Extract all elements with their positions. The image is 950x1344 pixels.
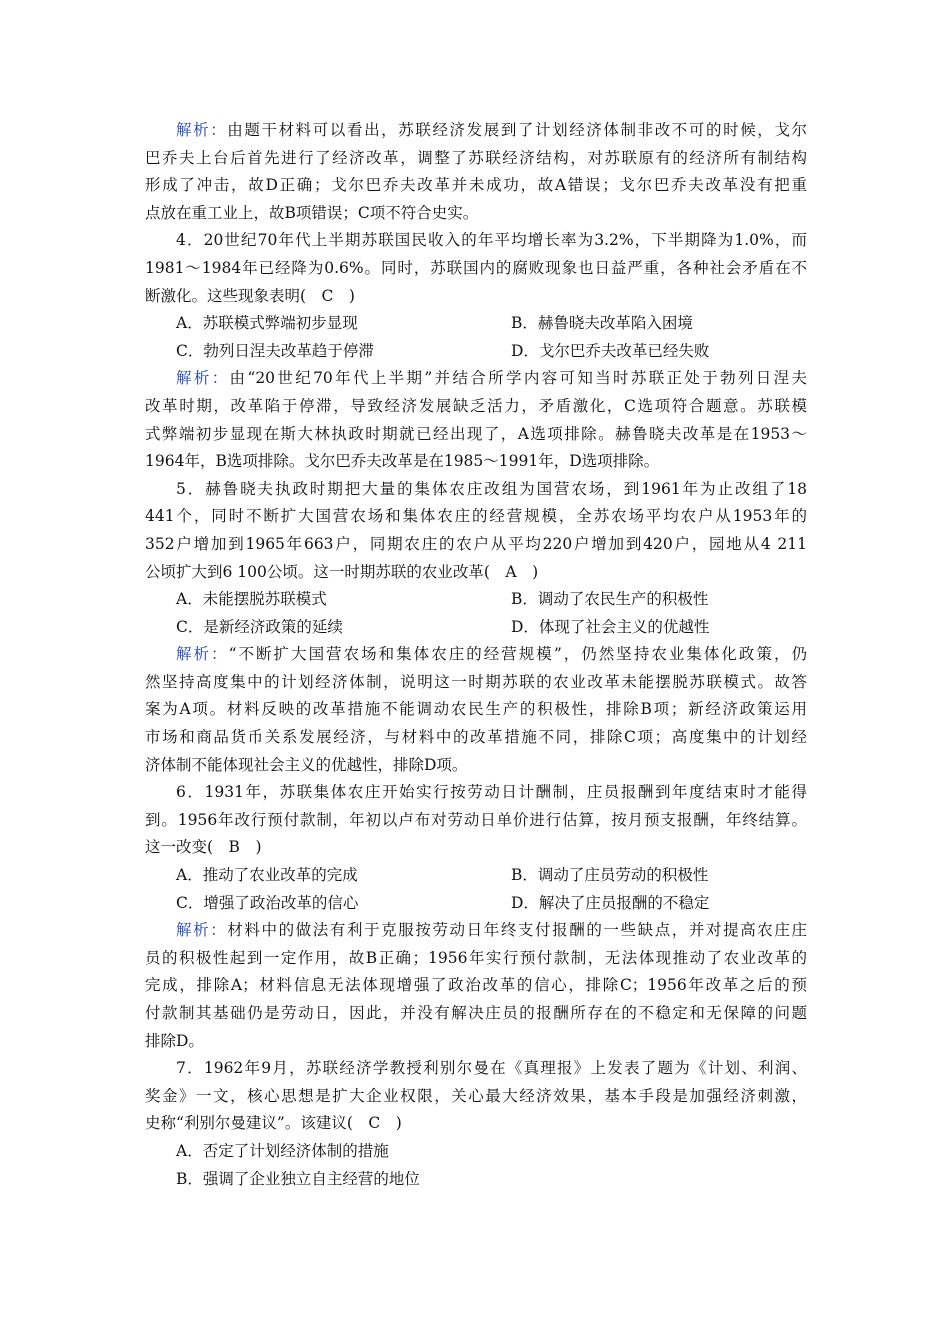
q4-stem-line-1: 4．20世纪70年代上半期苏联国民收入的年平均增长率为3.2%，下半期降为1.0%，而 <box>176 231 807 250</box>
q6-analysis-line-2: 员的积极性起到一定作用，故B正确；1956年实行预付款制，无法体现推动了农业改革的 <box>145 948 807 967</box>
q6-options-row-2 <box>145 890 807 918</box>
q5-analysis-line-2: 然坚持高度集中的计划经济体制，说明这一时期苏联的农业改革未能摆脱苏联模式。故答 <box>145 672 807 691</box>
analysis-label: 解析： <box>176 369 230 388</box>
q5-option-d: D．体现了社会主义的优越性 <box>511 617 710 636</box>
q4-analysis-line-4: 1964年，B选项排除。戈尔巴乔夫改革是在1985～1991年，D选项排除。 <box>145 452 660 471</box>
analysis-label: 解析： <box>176 921 228 940</box>
q5-stem-line-2: 441个，同时不断扩大国营农场和集体农庄的经营规模，全苏农场平均农户从1953年的 <box>145 507 807 526</box>
q5-options-row-2 <box>145 614 807 642</box>
q4-stem-line-3: 断激化。这些现象表明( C ) <box>145 286 355 305</box>
q6-option-c: C．增强了政治改革的信心 <box>176 893 359 912</box>
q5-options-row-1 <box>145 586 807 614</box>
q5-option-a: A．未能摆脱苏联模式 <box>176 590 327 609</box>
q6-analysis-line-3: 完成，排除A；材料信息无法体现增强了政治改革的信心，排除C；1956年改革之后的预 <box>145 976 807 995</box>
q5-analysis-line-5: 济体制不能体现社会主义的优越性，排除D项。 <box>145 755 468 774</box>
q4-analysis-line-2: 改革时期，改革陷于停滞，导致经济发展缺乏活力，矛盾激化，C选项符合题意。苏联模 <box>145 396 807 415</box>
q6-analysis-line-5: 排除D。 <box>145 1031 204 1050</box>
q7-option-b: B．强调了企业独立自主经营的地位 <box>176 1169 420 1188</box>
q6-analysis-line-4: 付款制其基础仍是劳动日，因此，并没有解决庄员的报酬所存在的不稳定和无保障的问题 <box>145 1004 807 1022</box>
q3-analysis-line-4: 点放在重工业上，故B项错误；C项不符合史实。 <box>145 203 479 222</box>
q7-option-a: A．否定了计划经济体制的措施 <box>176 1141 389 1160</box>
q3-analysis-line-2: 巴乔夫上台后首先进行了经济改革，调整了苏联经济结构，对苏联原有的经济所有制结构 <box>145 148 807 167</box>
q6-stem-line-3: 这一改变( B ) <box>145 838 262 857</box>
q7-stem-line-2: 奖金》一文，核心思想是扩大企业权限，关心最大经济效果，基本手段是加强经济刺激， <box>145 1086 807 1105</box>
q6-analysis-line-1: 解析：材料中的做法有利于克服按劳动日年终支付报酬的一些缺点，并对提高农庄庄 <box>176 921 807 940</box>
q5-analysis-line-4: 市场和商品货币关系发展经济，与材料中的改革措施不同，排除C项；高度集中的计划经 <box>145 728 807 747</box>
q4-option-a: A．苏联模式弊端初步显现 <box>176 314 358 333</box>
q6-stem-line-2: 到。1956年改行预付款制，年初以卢布对劳动日单价进行估算，按月预支报酬，年终结算。 <box>145 810 807 829</box>
q5-option-c: C．是新经济政策的延续 <box>176 617 343 636</box>
q4-options-row-2 <box>145 338 807 366</box>
q4-stem-line-2: 1981～1984年已经降为0.6%。同时，苏联国内的腐败现象也日益严重，各种社会矛盾在不 <box>145 258 807 277</box>
q3-analysis-line-1: 解析：由题干材料可以看出，苏联经济发展到了计划经济体制非改不可的时候，戈尔 <box>176 121 807 139</box>
q4-option-b: B．赫鲁晓夫改革陷入困境 <box>511 314 693 333</box>
q4-options-row-1 <box>145 310 807 338</box>
q4-option-c: C．勃列日涅夫改革趋于停滞 <box>176 341 374 360</box>
document-page <box>145 117 807 1193</box>
q5-stem-line-1: 5．赫鲁晓夫执政时期把大量的集体农庄改组为国营农场，到1961年为止改组了18 <box>176 479 807 498</box>
q4-option-d: D．戈尔巴乔夫改革已经失败 <box>511 341 710 360</box>
q5-option-b: B．调动了农民生产的积极性 <box>511 590 709 609</box>
q7-stem-line-3: 史称“利别尔曼建议”。该建议( C ) <box>145 1114 402 1133</box>
q7-stem-line-1: 7．1962年9月，苏联经济学教授利别尔曼在《真理报》上发表了题为《计划、利润、 <box>176 1059 807 1078</box>
q6-option-d: D．解决了庄员报酬的不稳定 <box>511 893 710 912</box>
q5-stem-line-3: 352户增加到1965年663户，同期农庄的农户从平均220户增加到420户，园地从4 211 <box>145 534 807 553</box>
analysis-label: 解析： <box>176 121 228 139</box>
analysis-label: 解析： <box>176 645 229 664</box>
q4-analysis-line-3: 式弊端初步显现在斯大林执政时期就已经出现了，A选项排除。赫鲁晓夫改革是在1953～ <box>145 424 807 443</box>
q4-analysis-line-1: 解析：由“20世纪70年代上半期”并结合所学内容可知当时苏联正处于勃列日涅夫 <box>176 369 807 388</box>
q6-option-b: B．调动了庄员劳动的积极性 <box>511 866 709 885</box>
q5-stem-line-4: 公顷扩大到6 100公顷。这一时期苏联的农业改革( A ) <box>145 562 539 581</box>
q6-option-a: A．推动了农业改革的完成 <box>176 866 358 885</box>
q6-options-row-1 <box>145 862 807 890</box>
q3-analysis-line-3: 形成了冲击，故D正确；戈尔巴乔夫改革并未成功，故A错误；戈尔巴乔夫改革没有把重 <box>145 176 807 195</box>
q6-stem-line-1: 6．1931年，苏联集体农庄开始实行按劳动日计酬制，庄员报酬到年度结束时才能得 <box>176 783 807 802</box>
q5-analysis-line-3: 案为A项。材料反映的改革措施不能调动农民生产的积极性，排除B项；新经济政策运用 <box>145 700 807 719</box>
q5-analysis-line-1: 解析：“不断扩大国营农场和集体农庄的经营规模”，仍然坚持农业集体化政策，仍 <box>176 645 807 664</box>
